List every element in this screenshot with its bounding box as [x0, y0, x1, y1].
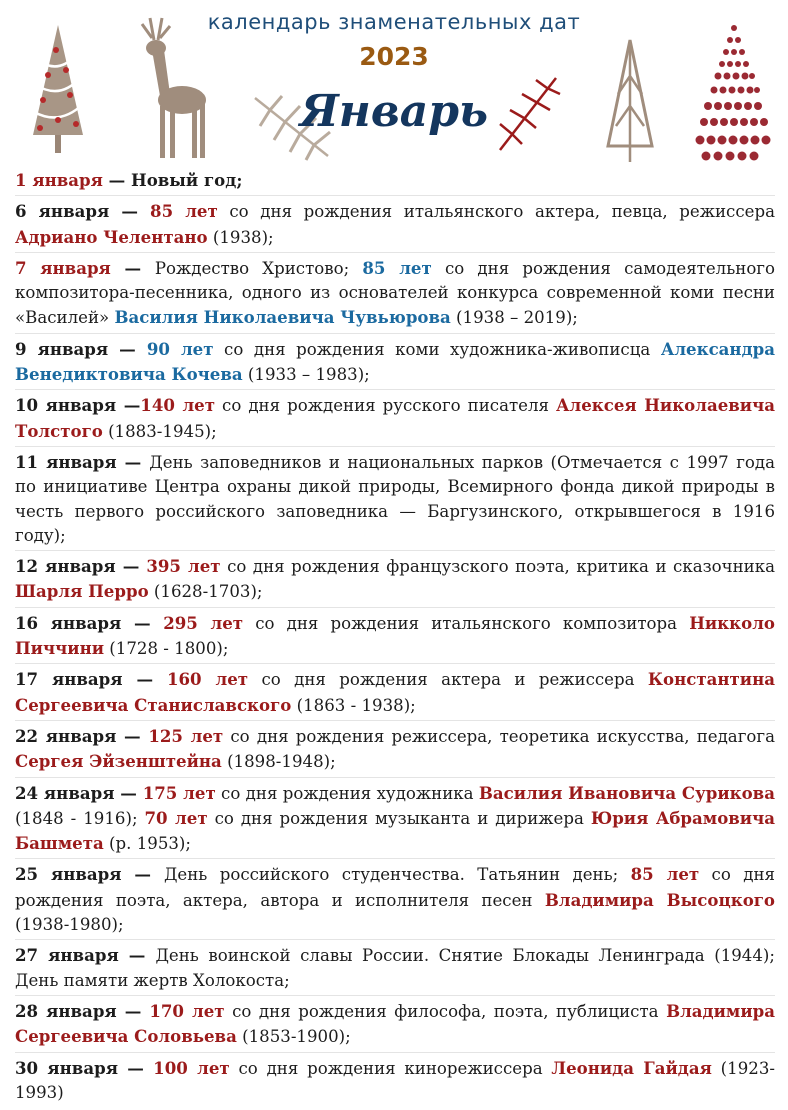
date-entry: [15, 724, 775, 778]
entry-highlight: Алексея Николаевича Толстого: [15, 395, 775, 441]
entry-text: со дня рождения русского писателя: [215, 396, 557, 416]
deer-icon: [130, 14, 215, 164]
entry-date: 16 января —: [15, 612, 164, 633]
entry-text: со дня рождения итальянского композитора: [243, 613, 690, 633]
entry-highlight: 395 лет: [146, 556, 221, 577]
entry-text: со дня рождения поэта, актера, автора и исполнителя песен: [15, 865, 775, 910]
calendar-year: 2023: [359, 42, 429, 71]
entry-text: со дня рождения самодеятельного композитора-песенника, одного из основателей конкурса современной коми песни «Василей»: [15, 258, 775, 328]
entry-text: (1863 - 1938);: [291, 695, 416, 715]
entry-text: (р. 1953);: [103, 834, 191, 854]
date-entry: [15, 999, 775, 1053]
month-title: Январь: [299, 86, 489, 137]
entry-text: (1883-1945);: [102, 421, 217, 441]
date-entry: [15, 168, 775, 196]
entry-date: 10 января —: [15, 395, 141, 416]
entry-highlight: Никколо Пиччини: [15, 612, 775, 659]
entry-text: (1938);: [207, 227, 274, 247]
entry-highlight: 85 лет: [630, 864, 700, 885]
entry-text: со дня рождения французского поэта, критика и сказочника: [220, 557, 775, 577]
entry-highlight: 140 лет: [140, 395, 215, 416]
entry-text: (1938 – 2019);: [450, 308, 578, 328]
entry-highlight: Константина Сергеевича Станиславского: [15, 669, 775, 715]
entry-date: 7 января: [15, 257, 111, 278]
entry-text: (1933 – 1983);: [242, 365, 370, 385]
christmas-tree-icon: [28, 20, 88, 160]
entry-highlight: 85 лет: [362, 257, 432, 278]
entry-text: (1938-1980);: [15, 915, 124, 935]
entry-text: День воинской славы России. Снятие Блокады Ленинграда (1944); День памяти жертв Холокоста;: [15, 946, 775, 990]
entry-highlight: 175 лет: [142, 782, 216, 803]
entry-date: 17 января —: [15, 669, 167, 690]
date-entry: [15, 393, 775, 447]
entry-date: 11 января —: [15, 451, 150, 472]
entry-text: (1853-1900);: [236, 1027, 351, 1047]
entry-highlight: 100 лет: [153, 1057, 230, 1078]
entry-text: (1923-1993): [15, 1058, 775, 1102]
entry-text: со дня рождения философа, поэта, публициста: [224, 1001, 667, 1021]
entry-highlight: Юрия Абрамовича Башмета: [15, 807, 775, 854]
entry-text: со дня рождения актера и режиссера: [248, 670, 648, 690]
entry-highlight: 295 лет: [163, 612, 244, 633]
entry-text: со дня рождения кинорежиссера: [229, 1058, 552, 1078]
entry-text: (1728 - 1800);: [104, 639, 229, 659]
entry-highlight: Шарля Перро: [15, 581, 149, 602]
dates-list: [15, 168, 775, 1110]
entry-highlight: 70 лет: [144, 807, 208, 828]
entry-date: 9 января —: [15, 338, 147, 359]
entry-text: День российского студенчества. Татьянин день;: [163, 865, 631, 885]
entry-text: со дня рождения коми художника-живописца: [213, 339, 661, 359]
entry-highlight: 160 лет: [166, 669, 249, 690]
entry-highlight: Сергея Эйзенштейна: [15, 751, 222, 772]
date-entry: [15, 781, 775, 860]
entry-highlight: Василия Ивановича Сурикова: [478, 782, 775, 803]
entry-highlight: 170 лет: [149, 1000, 225, 1021]
entry-highlight: Адриано Челентано: [15, 226, 208, 247]
calendar-subtitle: календарь знаменательных дат: [207, 10, 581, 34]
date-entry: [15, 667, 775, 721]
date-entry: [15, 337, 775, 391]
date-entry: [15, 554, 775, 608]
entry-highlight: 85 лет: [150, 201, 218, 222]
entry-highlight: Василия Николаевича Чувьюрова: [114, 307, 451, 328]
entry-date: 30 января —: [15, 1057, 154, 1078]
entry-highlight: Владимира Сергеевича Соловьева: [15, 1000, 775, 1047]
entry-date: 25 января —: [15, 864, 164, 885]
entry-text: (1628-1703);: [148, 582, 263, 602]
entry-text: со дня рождения художника: [215, 783, 479, 803]
entry-date: —: [110, 257, 155, 278]
date-entry: [15, 199, 775, 253]
entry-text: со дня рождения музыканта и дирижера: [207, 808, 591, 828]
entry-date: 1 января: [15, 170, 103, 190]
entry-date: 28 января —: [15, 1000, 150, 1021]
entry-highlight: 90 лет: [146, 338, 214, 359]
entry-text: Рождество Христово;: [154, 258, 363, 278]
entry-date: — Новый год;: [102, 170, 243, 190]
entry-highlight: Александра Венедиктовича Кочева: [15, 338, 775, 385]
date-entry: [15, 256, 775, 334]
date-entry: [15, 450, 775, 551]
entry-date: 12 января —: [15, 556, 147, 577]
entry-date: 24 января —: [15, 782, 143, 803]
entry-date: 22 января —: [15, 725, 149, 746]
entry-date: 27 января —: [15, 945, 156, 966]
entry-highlight: Владимира Высоцкого: [544, 889, 775, 910]
date-entry: [15, 611, 775, 665]
entry-date: 6 января —: [15, 201, 151, 222]
date-entry: [15, 862, 775, 940]
header: [0, 0, 788, 170]
date-entry: [15, 1056, 775, 1108]
entry-text: (1848 - 1916);: [15, 808, 145, 828]
entry-highlight: Леонида Гайдая: [551, 1057, 712, 1078]
entry-text: День заповедников и национальных парков (Отмечается с 1997 года по инициативе Центра охраны дикой природы, Всемирного фонда дикой природы в честь первого российского заповедника — Баргузинского, открывшегося в 1916 году);: [15, 452, 775, 545]
entry-highlight: 125 лет: [148, 725, 224, 746]
entry-text: (1898-1948);: [221, 752, 336, 772]
date-entry: [15, 943, 775, 996]
entry-text: со дня рождения режиссера, теоретика искусства, педагога: [223, 726, 775, 746]
entry-text: со дня рождения итальянского актера, певца, режиссера: [217, 202, 775, 222]
